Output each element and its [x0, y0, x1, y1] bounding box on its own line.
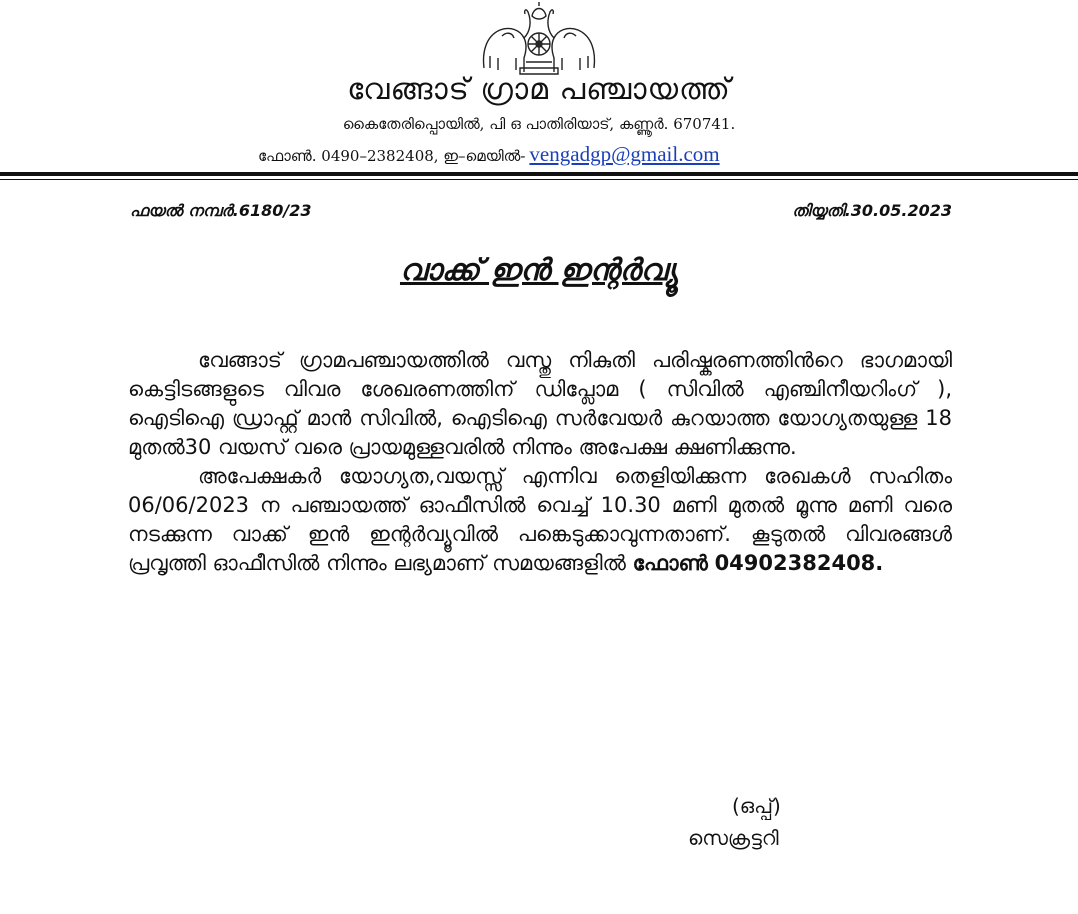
- notice-title: വാക്ക് ഇൻ ഇന്റർവ്യൂ: [399, 253, 679, 288]
- phone-label: ഫോൺ: [632, 551, 708, 575]
- email-link[interactable]: vengadgp@gmail.com: [529, 142, 720, 166]
- body-paragraph-1: വേങ്ങാട് ഗ്രാമപഞ്ചായത്തിൽ വസ്തു നികുതി പരിഷ്കരണത്തിൻറെ ഭാഗമായി കെട്ടിടങ്ങളുടെ വിവര ശേഖരണത്തിന് ഡിപ്ലോമ ( സിവിൽ എഞ്ചിനീയറിംഗ് ), ഐടിഐ ഡ്രാഫ്റ്റ് മാൻ സിവിൽ, ഐടിഐ സർവേയർ കുറയാത്ത യോഗ്യതയുള്ള 18 മുതൽ30 വയസ് വരെ പ്രായമുള്ളവരിൽ നിന്നും അപേക്ഷ ക്ഷണിക്കുന്നു.: [128, 348, 952, 459]
- panchayat-address: കൈതേരിപ്പൊയിൽ, പി ഒ പാതിരിയാട്, കണ്ണൂർ. 670741.: [342, 115, 736, 133]
- panchayat-name: വേങ്ങാട് ഗ്രാമ പഞ്ചായത്ത്: [347, 72, 731, 107]
- body-paragraph-2: [128, 462, 952, 578]
- signature-note: (ഒപ്പ്): [732, 794, 781, 818]
- kerala-state-emblem-icon: [480, 2, 598, 78]
- body-paragraph-2-text: അപേക്ഷകർ യോഗ്യത,വയസ്സ് എന്നിവ തെളിയിക്കുന്ന രേഖകൾ സഹിതം 06/06/2023 ന പഞ്ചായത്ത് ഓഫീസിൽ വെച്ച് 10.30 മണി മുതൽ മൂന്നു മണി വരെ നടക്കുന്ന വാക്ക് ഇൻ ഇന്റർവ്യൂവിൽ പങ്കെടുക്കാവുന്നതാണ്. കൂടുതൽ വിവരങ്ങൾ പ്രവൃത്തി ഓഫീസിൽ നിന്നും ലഭ്യമാണ് സമയങ്ങളിൽ: [128, 464, 952, 575]
- header-divider-thick: [0, 172, 1078, 176]
- notice-body: [128, 346, 952, 578]
- file-number: ഫയൽ നമ്പർ.6180/23: [130, 201, 312, 220]
- signature-designation: സെക്രട്ടറി: [688, 826, 779, 850]
- contact-phone-email-label: ഫോൺ. 0490–2382408, ഇ–മെയിൽ-: [258, 147, 526, 165]
- contact-line: [258, 141, 720, 169]
- header-divider-thin: [0, 179, 1078, 180]
- notice-date: തിയ്യതി.30.05.2023: [792, 201, 952, 220]
- phone-number: 04902382408.: [714, 551, 884, 575]
